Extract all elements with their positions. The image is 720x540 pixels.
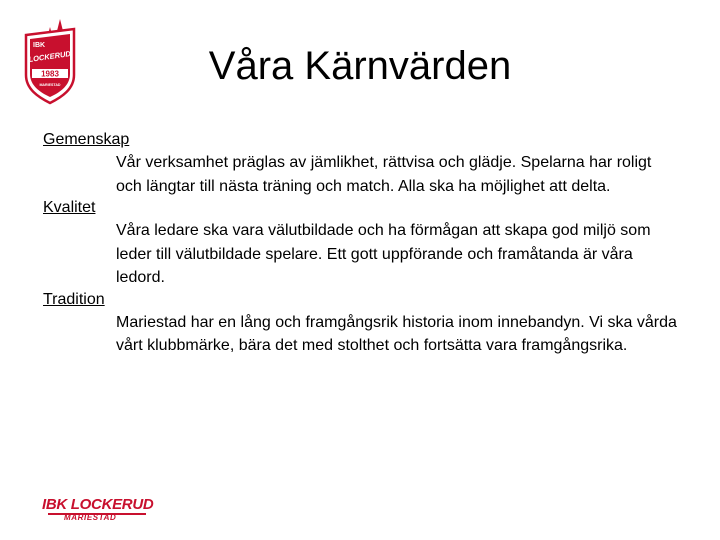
section-body: Vår verksamhet präglas av jämlikhet, rättvisa och glädje. Spelarna har roligt och längtar till nästa träning och match. Alla ska ha möjlighet att delta. [116,154,652,195]
value-section-gemenskap [43,130,683,198]
section-heading: Kvalitet [43,199,96,216]
wordmark-line1: IBK LOCKERUD [42,496,154,513]
crest-top-text: IBK [33,42,46,49]
crest-main-text: LOCKERUD [27,49,72,64]
section-body: Mariestad har en lång och framgångsrik historia inom innebandyn. Vi ska vårda vårt klubbmärke, bära det med stolthet och fortsätta vara framgångsrika. [116,313,677,354]
value-section-kvalitet [43,198,683,290]
club-wordmark-logo [42,496,154,526]
crest-year: 1983 [41,69,59,79]
wordmark-line2: MARIESTAD [64,513,117,522]
page-title: Våra Kärnvärden [208,44,512,88]
crest-bottom-text: MARIESTAD [39,83,61,87]
section-body: Våra ledare ska vara välutbildade och ha förmågan att skapa god miljö som leder till välutbildade spelare. Ett gott uppförande och framåtanda är våra ledord. [116,222,651,286]
section-heading: Tradition [43,290,105,308]
section-heading: Gemenskap [43,131,130,148]
value-section-tradition [43,290,683,358]
values-list [43,130,683,358]
